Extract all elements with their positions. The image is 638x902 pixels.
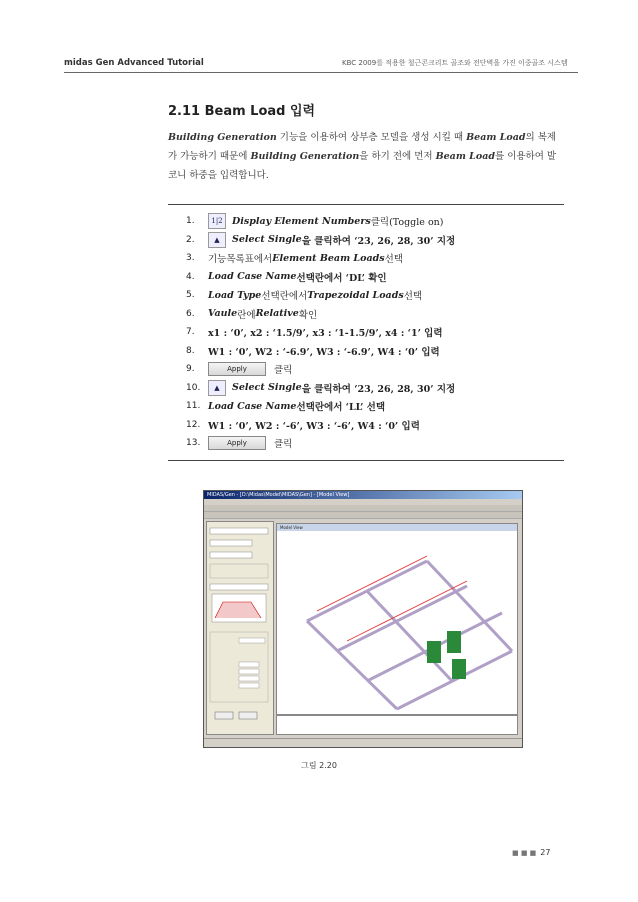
model-view-tab[interactable]: Model View	[277, 524, 517, 531]
step-text: 선택란에서 ‘LL’ 선택	[296, 402, 386, 414]
step-number: 7.	[186, 327, 195, 338]
page-number	[512, 848, 550, 857]
panel-controls-graphic	[207, 522, 273, 734]
model-view[interactable]	[276, 523, 518, 715]
step-number: 13.	[186, 438, 201, 449]
step-number: 1.	[186, 216, 195, 227]
intro-term: Beam Load	[466, 132, 526, 143]
intro-term: Building Generation	[168, 132, 277, 143]
steps-list	[186, 212, 455, 453]
step-text: 클릭	[274, 365, 293, 377]
page-number-value: 27	[540, 848, 551, 857]
step-number: 4.	[186, 271, 195, 282]
step-term: Vaule	[208, 308, 238, 320]
step-text: 을 클릭하여 ‘23, 26, 28, 30’ 지정	[301, 383, 456, 395]
step-number: 8.	[186, 345, 195, 356]
step-text: 확인	[298, 309, 318, 321]
step-9	[186, 360, 455, 379]
step-term: Element Beam Loads	[272, 252, 385, 264]
steps-bottom-divider	[168, 460, 564, 461]
element-beam-loads-panel	[206, 521, 274, 735]
select-single-icon[interactable]: ▲	[208, 232, 226, 248]
step-text: 란에	[237, 309, 256, 321]
step-term: Trapezoidal Loads	[307, 289, 404, 301]
step-7	[186, 323, 455, 342]
select-single-icon[interactable]: ▲	[208, 380, 226, 396]
step-2	[186, 231, 455, 250]
intro-term: Beam Load	[435, 151, 495, 162]
status-bar	[204, 738, 523, 747]
step-text: W1 : ‘0’, W2 : ‘-6’, W3 : ‘-6’, W4 : ‘0’ 입력	[208, 420, 420, 432]
display-element-numbers-icon[interactable]: 1|2	[208, 213, 226, 229]
intro-paragraph	[168, 128, 564, 185]
step-term: Load Case Name	[208, 400, 297, 412]
step-number: 5.	[186, 290, 195, 301]
intro-text: 을 하기 전에 먼저	[359, 151, 436, 162]
intro-term: Building Generation	[250, 151, 360, 162]
step-number: 12.	[186, 419, 201, 430]
midas-gen-screenshot	[203, 490, 523, 748]
step-13	[186, 434, 455, 453]
window-title-bar: MIDAS/Gen - [D:\Midas\Model\MIDAS\Gen] - [Model View]	[204, 491, 522, 499]
intro-text: 를 이용하여 발코니 하중을 입력합니다.	[168, 151, 557, 181]
step-12	[186, 416, 455, 435]
step-text: 선택	[384, 254, 403, 266]
step-text: 선택란에서	[261, 291, 308, 303]
step-3	[186, 249, 455, 268]
message-window	[276, 715, 518, 735]
step-term: Select Single	[232, 382, 302, 394]
page-dots: ■ ■ ■	[512, 849, 537, 857]
step-1	[186, 212, 455, 231]
steps-top-divider	[168, 204, 564, 205]
step-number: 6.	[186, 308, 195, 319]
step-term: Display Element Numbers	[232, 215, 371, 227]
step-text: 선택	[403, 291, 423, 303]
step-5	[186, 286, 455, 305]
step-term: Load Type	[208, 289, 262, 301]
step-10	[186, 379, 455, 398]
section-title: 2.11 Beam Load 입력	[168, 104, 316, 119]
step-number: 2.	[186, 234, 195, 245]
header-title: midas Gen Advanced Tutorial	[64, 58, 204, 68]
step-text: 기능목록표에서	[208, 254, 273, 266]
step-number: 10.	[186, 382, 201, 393]
step-4	[186, 268, 455, 287]
step-11	[186, 397, 455, 416]
step-8	[186, 342, 455, 361]
step-text: 을 클릭하여 ‘23, 26, 28, 30’ 지정	[301, 235, 456, 247]
step-term: Load Case Name	[208, 271, 297, 283]
step-number: 9.	[186, 364, 195, 375]
step-term: Relative	[255, 308, 299, 320]
step-number: 3.	[186, 253, 195, 264]
apply-button[interactable]: Apply	[208, 362, 266, 376]
step-text: 선택란에서 ‘DL’ 확인	[296, 272, 387, 284]
intro-text: 기능을 이용하여 상부층 모델을 생성 시킬 때	[276, 132, 467, 143]
step-6	[186, 305, 455, 324]
model-graphic	[277, 531, 517, 714]
apply-button[interactable]: Apply	[208, 436, 266, 450]
header-divider	[64, 72, 578, 73]
intro-text: 의 복제가 가능하기 때문에	[168, 132, 557, 162]
step-text: 클릭(Toggle on)	[370, 217, 444, 229]
step-text: x1 : ‘0’, x2 : ‘1.5/9’, x3 : ‘1-1.5/9’, x4 : ‘1’ 입력	[208, 328, 443, 340]
step-number: 11.	[186, 401, 201, 412]
step-text: 클릭	[274, 439, 293, 451]
step-text: W1 : ‘0’, W2 : ‘-6.9’, W3 : ‘-6.9’, W4 : ‘0’ 입력	[208, 346, 440, 358]
header-subtitle: KBC 2009를 적용한 철근콘크리트 골조와 전단벽을 가진 이중골조 시스템	[342, 59, 568, 67]
toolbar	[204, 505, 522, 512]
figure-caption: 그림 2.20	[301, 761, 337, 770]
toolbar	[204, 512, 522, 519]
step-term: Select Single	[232, 234, 302, 246]
